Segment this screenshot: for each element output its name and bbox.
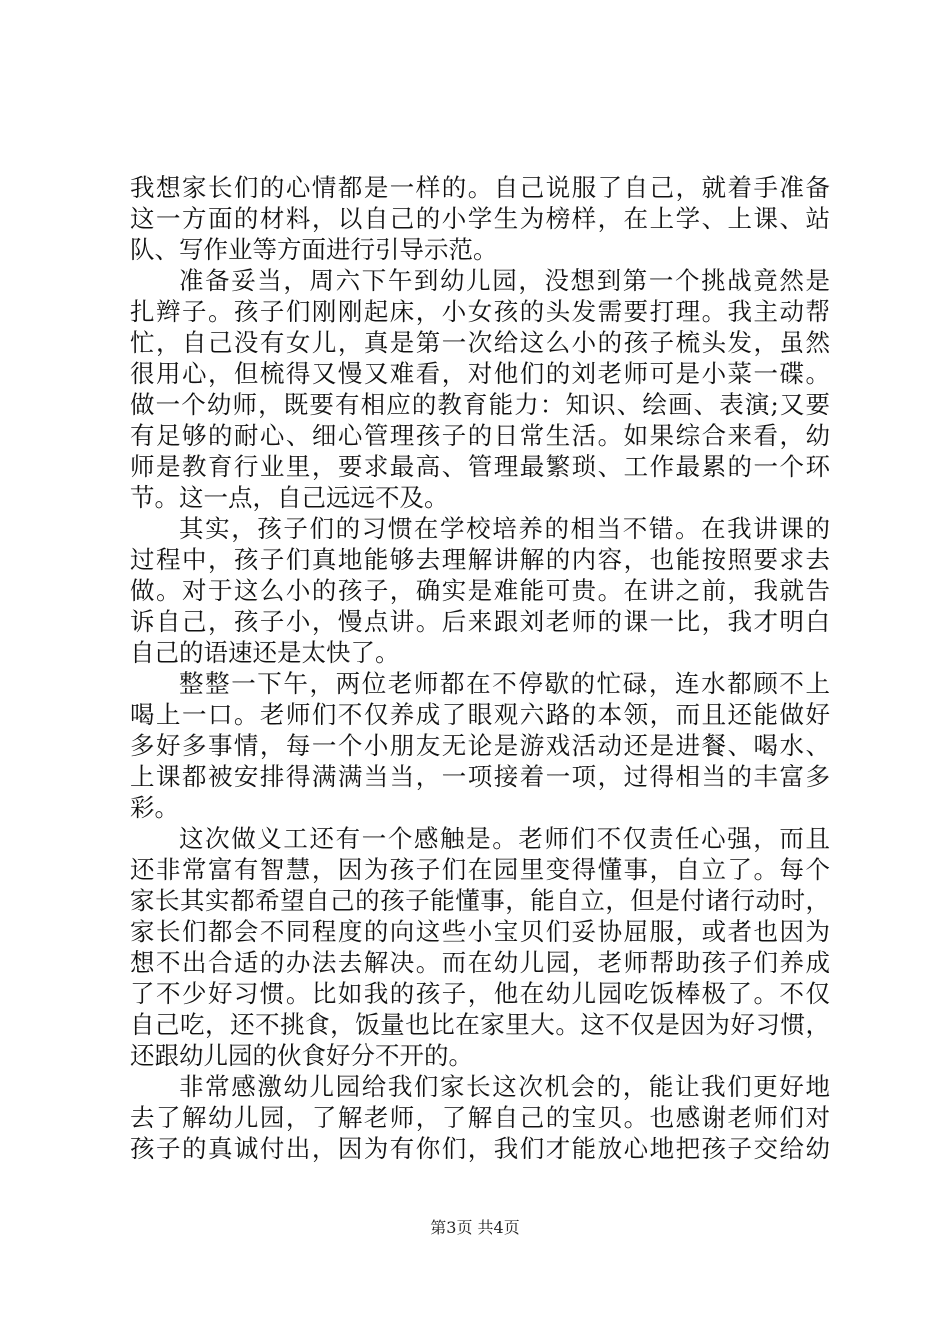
text-line: 做。对于这么小的孩子，确实是难能可贵。在讲之前，我就告 — [130, 576, 830, 605]
paragraph-start-line: 准备妥当，周六下午到幼儿园，没想到第一个挑战竟然是 — [179, 266, 830, 295]
text-line: 去了解幼儿园，了解老师，了解自己的宝贝。也感谢老师们对 — [130, 1103, 830, 1132]
text-line: 过程中，孩子们真地能够去理解讲解的内容，也能按照要求去 — [130, 545, 830, 574]
text-line: 做一个幼师，既要有相应的教育能力：知识、绘画、表演;又要 — [130, 390, 830, 419]
text-line: 多好多事情，每一个小朋友无论是游戏活动还是进餐、喝水、 — [130, 731, 830, 760]
text-line: 喝上一口。老师们不仅养成了眼观六路的本领，而且还能做好 — [130, 700, 830, 729]
text-line: 想不出合适的办法去解决。而在幼儿园，老师帮助孩子们养成 — [130, 948, 830, 977]
text-line: 了不少好习惯。比如我的孩子，他在幼儿园吃饭棒极了。不仅 — [130, 979, 830, 1008]
page-number-footer: 第3页 共4页 — [430, 1218, 520, 1237]
text-line: 忙，自己没有女儿，真是第一次给这么小的孩子梳头发，虽然 — [130, 328, 830, 357]
text-line: 有足够的耐心、细心管理孩子的日常生活。如果综合来看，幼 — [130, 421, 830, 450]
text-line: 自己吃，还不挑食，饭量也比在家里大。这不仅是因为好习惯， — [130, 1010, 830, 1039]
text-line: 扎辫子。孩子们刚刚起床，小女孩的头发需要打理。我主动帮 — [130, 297, 830, 326]
text-line: 节。这一点，自己远远不及。 — [130, 483, 449, 512]
text-line: 孩子的真诚付出，因为有你们，我们才能放心地把孩子交给幼 — [130, 1134, 830, 1163]
paragraph-start-line: 整整一下午，两位老师都在不停歇的忙碌，连水都顾不上 — [179, 669, 830, 698]
text-line: 还跟幼儿园的伙食好分不开的。 — [130, 1041, 473, 1070]
paragraph-start-line: 非常感激幼儿园给我们家长这次机会的，能让我们更好地 — [179, 1072, 830, 1101]
text-line: 队、写作业等方面进行引导示范。 — [130, 235, 498, 264]
text-line: 彩。 — [130, 793, 179, 822]
text-line: 师是教育行业里，要求最高、管理最繁琐、工作最累的一个环 — [130, 452, 830, 481]
text-line: 自己的语速还是太快了。 — [130, 638, 400, 667]
document-body — [130, 172, 830, 1164]
text-line: 上课都被安排得满满当当，一项接着一项，过得相当的丰富多 — [130, 762, 830, 791]
text-line: 家长其实都希望自己的孩子能懂事，能自立，但是付诸行动时， — [130, 886, 830, 915]
text-line: 这一方面的材料，以自己的小学生为榜样，在上学、上课、站 — [130, 204, 830, 233]
text-line: 诉自己，孩子小，慢点讲。后来跟刘老师的课一比，我才明白 — [130, 607, 830, 636]
paragraph-start-line: 其实，孩子们的习惯在学校培养的相当不错。在我讲课的 — [179, 514, 830, 543]
text-line: 我想家长们的心情都是一样的。自己说服了自己，就着手准备 — [130, 173, 830, 202]
text-line: 很用心，但梳得又慢又难看，对他们的刘老师可是小菜一碟。 — [130, 359, 830, 388]
text-line: 家长们都会不同程度的向这些小宝贝们妥协屈服，或者也因为 — [130, 917, 830, 946]
paragraph-start-line: 这次做义工还有一个感触是。老师们不仅责任心强，而且 — [179, 824, 830, 853]
text-line: 还非常富有智慧，因为孩子们在园里变得懂事，自立了。每个 — [130, 855, 830, 884]
